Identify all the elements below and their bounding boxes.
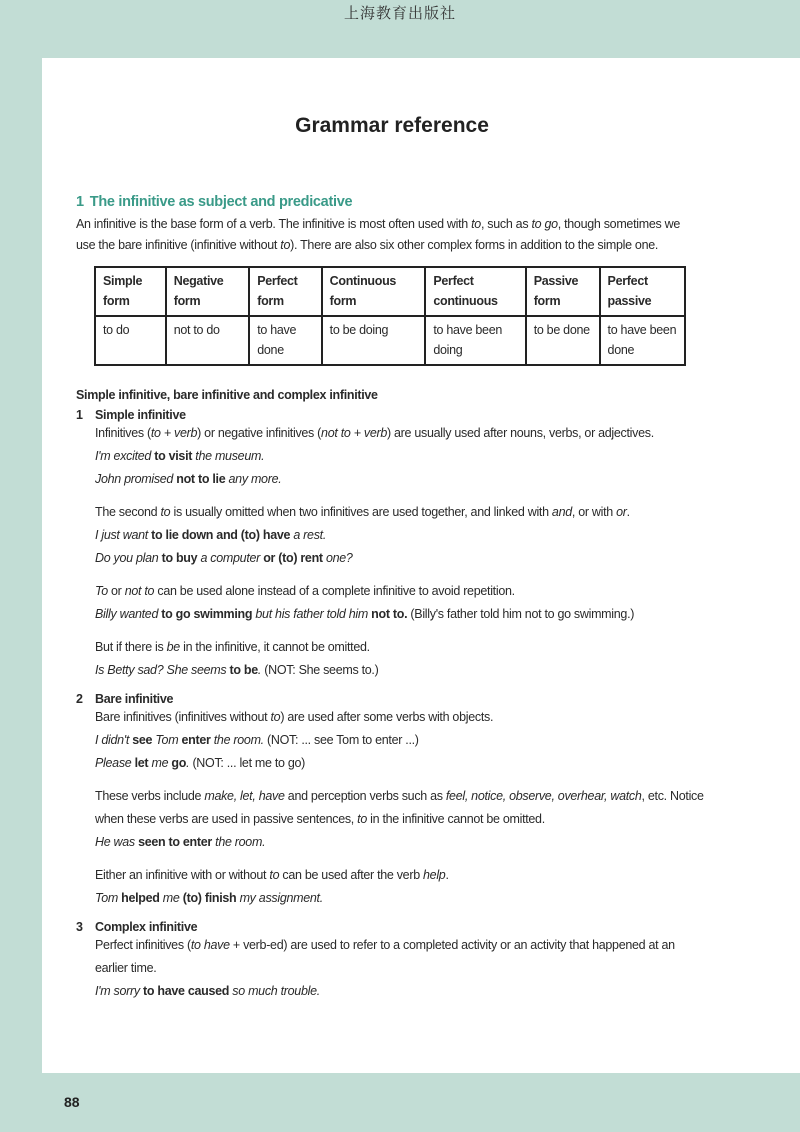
text-run: to visit bbox=[154, 449, 193, 463]
text-line bbox=[95, 831, 716, 854]
part-number: 3 bbox=[76, 920, 83, 934]
parts bbox=[76, 408, 716, 1003]
text-run: Is Betty sad? She seems bbox=[95, 663, 230, 677]
text-run: to go swimming bbox=[161, 607, 253, 621]
text-run: (to) finish bbox=[182, 891, 237, 905]
text-run: . bbox=[445, 868, 449, 882]
table-header-row bbox=[95, 267, 685, 316]
text-run: ) are usually used after nouns, verbs, or adjectives. bbox=[386, 426, 654, 440]
text-run: to have bbox=[190, 938, 230, 952]
text-run: not to. bbox=[371, 607, 408, 621]
text-line bbox=[95, 706, 716, 729]
part-heading-text: Bare infinitive bbox=[95, 692, 174, 706]
text-run: not to lie bbox=[176, 472, 226, 486]
text-run: Tom bbox=[95, 891, 122, 905]
text-run: not to + verb bbox=[321, 426, 387, 440]
part-body bbox=[95, 706, 716, 910]
section-heading bbox=[76, 194, 716, 210]
table-cell: to be doing bbox=[322, 316, 426, 365]
text-run: Either an infinitive with or without bbox=[95, 868, 270, 882]
table-cell: to have done bbox=[249, 316, 321, 365]
text-run: (NOT: ... let me to go) bbox=[189, 756, 306, 770]
text-run: to have caused bbox=[143, 984, 230, 998]
text-run: ). There are also six other complex forms in addition to the simple one. bbox=[290, 238, 659, 252]
text-run: I'm excited bbox=[95, 449, 155, 463]
text-run: John promised bbox=[95, 472, 177, 486]
page-title: Grammar reference bbox=[295, 114, 489, 137]
paragraph-group bbox=[95, 636, 716, 682]
paragraph-group bbox=[95, 706, 716, 775]
subheading: Simple infinitive, bare infinitive and complex infinitive bbox=[76, 388, 378, 402]
text-run: or (to) rent bbox=[263, 551, 323, 565]
text-run: to buy bbox=[161, 551, 198, 565]
text-line bbox=[95, 422, 716, 445]
text-line bbox=[95, 468, 716, 491]
text-run: . bbox=[186, 756, 190, 770]
intro-line bbox=[76, 214, 716, 235]
text-run: let bbox=[134, 756, 149, 770]
text-line bbox=[95, 524, 716, 547]
text-run: to lie down and (to) have bbox=[151, 528, 291, 542]
section-intro bbox=[76, 214, 716, 256]
table-header-cell: Perfect form bbox=[249, 267, 321, 316]
text-run: ) are used after some verbs with objects. bbox=[280, 710, 494, 724]
paragraph-group bbox=[95, 580, 716, 626]
table-header-cell: Perfect continuous bbox=[425, 267, 525, 316]
text-run: feel, notice, observe, overhear, watch bbox=[445, 789, 642, 803]
text-run: a computer bbox=[197, 551, 264, 565]
paragraph-group bbox=[95, 422, 716, 491]
text-run: helped bbox=[121, 891, 160, 905]
table-header-cell: Perfect passive bbox=[600, 267, 685, 316]
text-run: enter bbox=[181, 733, 211, 747]
text-run: seen to enter bbox=[138, 835, 212, 849]
table-header-cell: Negative form bbox=[166, 267, 250, 316]
page-number: 88 bbox=[64, 1094, 80, 1110]
text-run: any more. bbox=[225, 472, 282, 486]
text-run: my assignment. bbox=[236, 891, 323, 905]
part-heading-text: Complex infinitive bbox=[95, 920, 198, 934]
part-heading bbox=[76, 408, 716, 422]
text-run: to be bbox=[229, 663, 258, 677]
text-run: to bbox=[269, 868, 280, 882]
table-header-cell: Passive form bbox=[526, 267, 600, 316]
table-header-cell: Continuous form bbox=[322, 267, 426, 316]
text-run: not to bbox=[124, 584, 155, 598]
text-run: . bbox=[626, 505, 630, 519]
text-run: ) or negative infinitives ( bbox=[197, 426, 322, 440]
page bbox=[42, 58, 800, 1073]
table-row bbox=[95, 316, 685, 365]
intro-line bbox=[76, 235, 716, 256]
publisher-name: 上海教育出版社 bbox=[343, 4, 456, 22]
text-run: , or with bbox=[571, 505, 617, 519]
text-run: one? bbox=[322, 551, 353, 565]
text-run: can be used after the verb bbox=[279, 868, 424, 882]
text-run: so much trouble. bbox=[229, 984, 320, 998]
text-run: in the infinitive, it cannot be omitted. bbox=[179, 640, 370, 654]
paragraph-group bbox=[95, 501, 716, 570]
table-cell: to do bbox=[95, 316, 166, 365]
table-cell: not to do bbox=[166, 316, 250, 365]
text-run: Tom bbox=[152, 733, 182, 747]
text-run: go bbox=[171, 756, 187, 770]
text-run: , etc. Notice bbox=[641, 789, 704, 803]
text-run: make, let, have bbox=[204, 789, 285, 803]
text-line bbox=[95, 445, 716, 468]
text-line bbox=[95, 547, 716, 570]
text-run: to bbox=[280, 238, 291, 252]
text-run: to go bbox=[531, 217, 558, 231]
text-run: The second bbox=[95, 505, 161, 519]
text-run: when these verbs are used in passive sentences, bbox=[95, 812, 358, 826]
text-run: (NOT: She seems to.) bbox=[261, 663, 379, 677]
text-run: , such as bbox=[480, 217, 532, 231]
text-run: me bbox=[148, 756, 172, 770]
text-line bbox=[95, 603, 716, 626]
infinitive-forms-table bbox=[94, 266, 686, 366]
text-run: + verb-ed) are used to refer to a completed activity or an activity that happened at an bbox=[229, 938, 675, 952]
text-run: to + verb bbox=[150, 426, 198, 440]
text-line bbox=[95, 808, 716, 831]
text-run: the room. bbox=[211, 835, 266, 849]
text-line bbox=[95, 752, 716, 775]
table-cell: to have been doing bbox=[425, 316, 525, 365]
table-cell: to be done bbox=[526, 316, 600, 365]
part-heading-text: Simple infinitive bbox=[95, 408, 186, 422]
text-line bbox=[95, 934, 716, 957]
text-run: Billy wanted bbox=[95, 607, 162, 621]
part-heading bbox=[76, 920, 716, 934]
text-run: the room. bbox=[210, 733, 264, 747]
text-run: . bbox=[257, 663, 262, 677]
text-run: in the infinitive cannot be omitted. bbox=[366, 812, 545, 826]
text-line bbox=[95, 864, 716, 887]
text-line bbox=[95, 659, 716, 682]
text-run: see bbox=[132, 733, 153, 747]
text-run: But if there is bbox=[95, 640, 167, 654]
section-number: 1 bbox=[76, 194, 84, 210]
text-run: or bbox=[107, 584, 125, 598]
text-run: , though sometimes we bbox=[557, 217, 680, 231]
text-run: use the bare infinitive (infinitive without bbox=[76, 238, 281, 252]
text-line bbox=[95, 785, 716, 808]
text-run: to bbox=[270, 710, 281, 724]
table-header-cell: Simple form bbox=[95, 267, 166, 316]
text-run: Bare infinitives (infinitives without bbox=[95, 710, 271, 724]
text-run: a rest. bbox=[290, 528, 326, 542]
section-heading-text: The infinitive as subject and predicative bbox=[89, 194, 353, 210]
part-number: 1 bbox=[76, 408, 83, 422]
text-run: I didn't bbox=[95, 733, 133, 747]
paragraph-group bbox=[95, 934, 716, 1003]
text-run: the museum. bbox=[192, 449, 265, 463]
text-run: To bbox=[95, 584, 108, 598]
text-line bbox=[95, 729, 716, 752]
text-run: These verbs include bbox=[95, 789, 205, 803]
text-run: be bbox=[166, 640, 180, 654]
text-run: Do you plan bbox=[95, 551, 162, 565]
text-run: to bbox=[471, 217, 481, 231]
paragraph-group bbox=[95, 864, 716, 910]
content bbox=[76, 194, 716, 1003]
text-run: help bbox=[423, 868, 446, 882]
text-run: (Billy's father told him not to go swimming.) bbox=[407, 607, 635, 621]
text-run: Please bbox=[95, 756, 135, 770]
text-run: can be used alone instead of a complete infinitive to avoid repetition. bbox=[154, 584, 515, 598]
text-run: is usually omitted when two infinitives are used together, and linked with bbox=[170, 505, 552, 519]
text-run: but his father told him bbox=[252, 607, 372, 621]
text-run: earlier time. bbox=[95, 961, 157, 975]
text-line bbox=[95, 957, 716, 980]
text-run: to bbox=[357, 812, 367, 826]
text-line bbox=[95, 980, 716, 1003]
text-run: to bbox=[160, 505, 171, 519]
text-run: He was bbox=[95, 835, 139, 849]
text-run: (NOT: ... see Tom to enter ...) bbox=[263, 733, 419, 747]
text-run: and bbox=[551, 505, 572, 519]
paragraph-group bbox=[95, 785, 716, 854]
text-run: I just want bbox=[95, 528, 152, 542]
text-run: An infinitive is the base form of a verb. The infinitive is most often used with bbox=[76, 217, 472, 231]
text-run: or bbox=[616, 505, 627, 519]
table-cell: to have been done bbox=[600, 316, 685, 365]
text-run: me bbox=[159, 891, 183, 905]
text-line bbox=[95, 580, 716, 603]
part-heading bbox=[76, 692, 716, 706]
text-line bbox=[95, 501, 716, 524]
text-line bbox=[95, 887, 716, 910]
text-line bbox=[95, 636, 716, 659]
part-body bbox=[95, 422, 716, 682]
text-run: I'm sorry bbox=[95, 984, 143, 998]
text-run: Infinitives ( bbox=[95, 426, 151, 440]
part-number: 2 bbox=[76, 692, 83, 706]
text-run: Perfect infinitives ( bbox=[95, 938, 191, 952]
text-run: and perception verbs such as bbox=[284, 789, 446, 803]
part-body bbox=[95, 934, 716, 1003]
